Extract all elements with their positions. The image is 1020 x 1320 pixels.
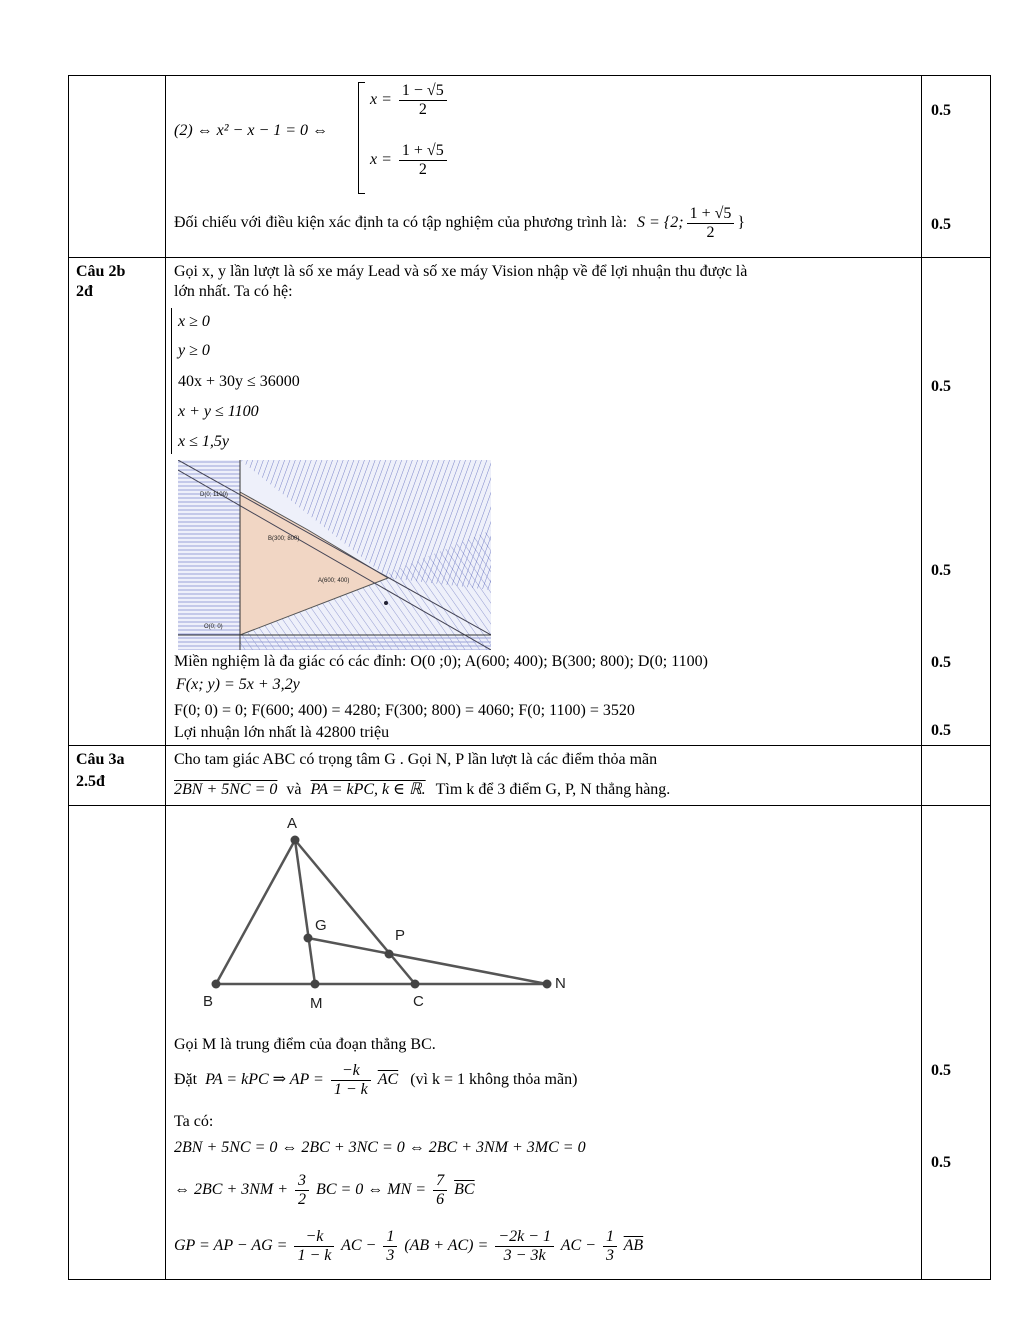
label-g: G [315,917,327,934]
point-g [304,934,313,943]
region-y-negative [178,635,491,650]
table-divider-col1 [165,75,166,1280]
label-p: P [395,927,406,944]
system-inequality: x ≥ 0 [178,313,210,330]
point-c [411,980,420,989]
equation-2: (2) ⇔ x² − x − 1 = 0 ⇔ [174,122,329,139]
problem-intro: lớn nhất. Ta có hệ: [174,283,293,300]
score: 0.5 [931,722,951,739]
question-points: 2.5đ [76,773,105,790]
root-2-numerator: 1 + √5 [399,142,447,161]
root-1: x = $\frac{1 - √5}{2}$ [370,82,450,119]
table-row-divider-1 [68,257,991,258]
root-bracket [358,82,365,194]
graph-label: A(600; 400) [318,578,350,584]
objective-function: F(x; y) = 5x + 3,2y [176,676,300,693]
label-b: B [203,993,214,1010]
table-border-left [68,75,69,1280]
score: 0.5 [931,1062,951,1079]
table-row-divider-2 [68,745,991,746]
graph-label: O(0; 0) [204,624,223,630]
solution-step: ⇔ 2BC + 3NM + $\frac{3}{2}$ BC = 0 ⇔ MN = $\frac{7}{6}$ $\overline{BC}$ [174,1172,475,1208]
table-row-divider-3 [68,805,991,806]
question-label: Câu 2b [76,263,126,280]
root-1-denominator: 2 [418,101,427,118]
score: 0.5 [931,102,951,119]
table-border-top [68,75,991,76]
point-m [311,980,320,989]
point-p [385,950,394,959]
root-2-denominator: 2 [418,161,427,178]
feasible-region-graph [178,460,491,650]
final-answer: Lợi nhuận lớn nhất là 42800 triệu [174,724,390,741]
point-b [212,980,221,989]
score: 0.5 [931,1154,951,1171]
graph-label: D(0; 1100) [200,492,228,498]
label-a: A [287,815,298,832]
question-label: Câu 3a [76,751,125,768]
root-2: x = $\frac{1 + √5}{2}$ [370,142,450,179]
label-c: C [413,993,424,1010]
system-brace [171,308,172,454]
problem-statement: Cho tam giác ABC có trọng tâm G . Gọi N, P lần lượt là các điểm thỏa mãn [174,751,658,768]
point-n [543,980,552,989]
question-points: 2đ [76,283,93,300]
region-x-negative [178,460,240,650]
segment-gn [308,938,547,984]
solution-set-text: Đối chiếu với điều kiện xác định ta có tập nghiệm của phương trình là: S = {2; $\frac{1 + √5}{2}$ } [174,205,746,241]
system-inequality: 40x + 30y ≤ 36000 [178,373,300,390]
table-border-right [990,75,991,1280]
segment-ab [216,840,295,984]
root-1-numerator: 1 − √5 [399,82,447,101]
graph-point [384,601,388,605]
system-inequality: y ≥ 0 [178,342,210,359]
score: 0.5 [931,216,951,233]
system-inequality: x + y ≤ 1100 [178,403,259,420]
table-divider-col2 [921,75,922,1280]
solution-step: Đặt PA = kPC ⇒ AP = $\frac{-k}{1 - k}$ $\overline{AC}$ (vì k = 1 không thỏa mãn) [174,1062,578,1098]
problem-statement: 2BN + 5NC = 0 và PA = kPC, k ∈ ℝ. Tìm k để 3 điểm G, P, N thẳng hàng. [174,781,671,798]
region-vertices: Miền nghiệm là đa giác có các đỉnh: O(0 ;0); A(600; 400); B(300; 800); D(0; 1100) [174,653,708,670]
label-m: M [310,995,323,1012]
solution-step: Ta có: [174,1113,214,1130]
label-n: N [555,975,566,992]
system-inequality: x ≤ 1,5y [178,433,229,450]
table-border-bottom [68,1279,991,1280]
triangle-figure [195,812,585,1012]
solution-step: GP = AP − AG = $\frac{-k}{1 - k}$ AC − $\frac{1}{3}$ (AB + AC) = $\frac{-2k - 1}{3 - 3k}$ AC − $\frac{1}{3}$ $\overline{AB}$ [174,1228,644,1264]
graph-label: B(300; 800) [268,536,300,542]
score: 0.5 [931,654,951,671]
solution-step: Gọi M là trung điểm của đoạn thẳng BC. [174,1036,436,1053]
objective-values: F(0; 0) = 0; F(600; 400) = 4280; F(300; 800) = 4060; F(0; 1100) = 3520 [174,702,635,719]
problem-intro: Gọi x, y lần lượt là số xe máy Lead và số xe máy Vision nhập về để lợi nhuận thu được là [174,263,748,280]
score: 0.5 [931,562,951,579]
solution-step: 2BN + 5NC = 0 ⇔ 2BC + 3NC = 0 ⇔ 2BC + 3NM + 3MC = 0 [174,1139,586,1156]
point-a [291,836,300,845]
score: 0.5 [931,378,951,395]
